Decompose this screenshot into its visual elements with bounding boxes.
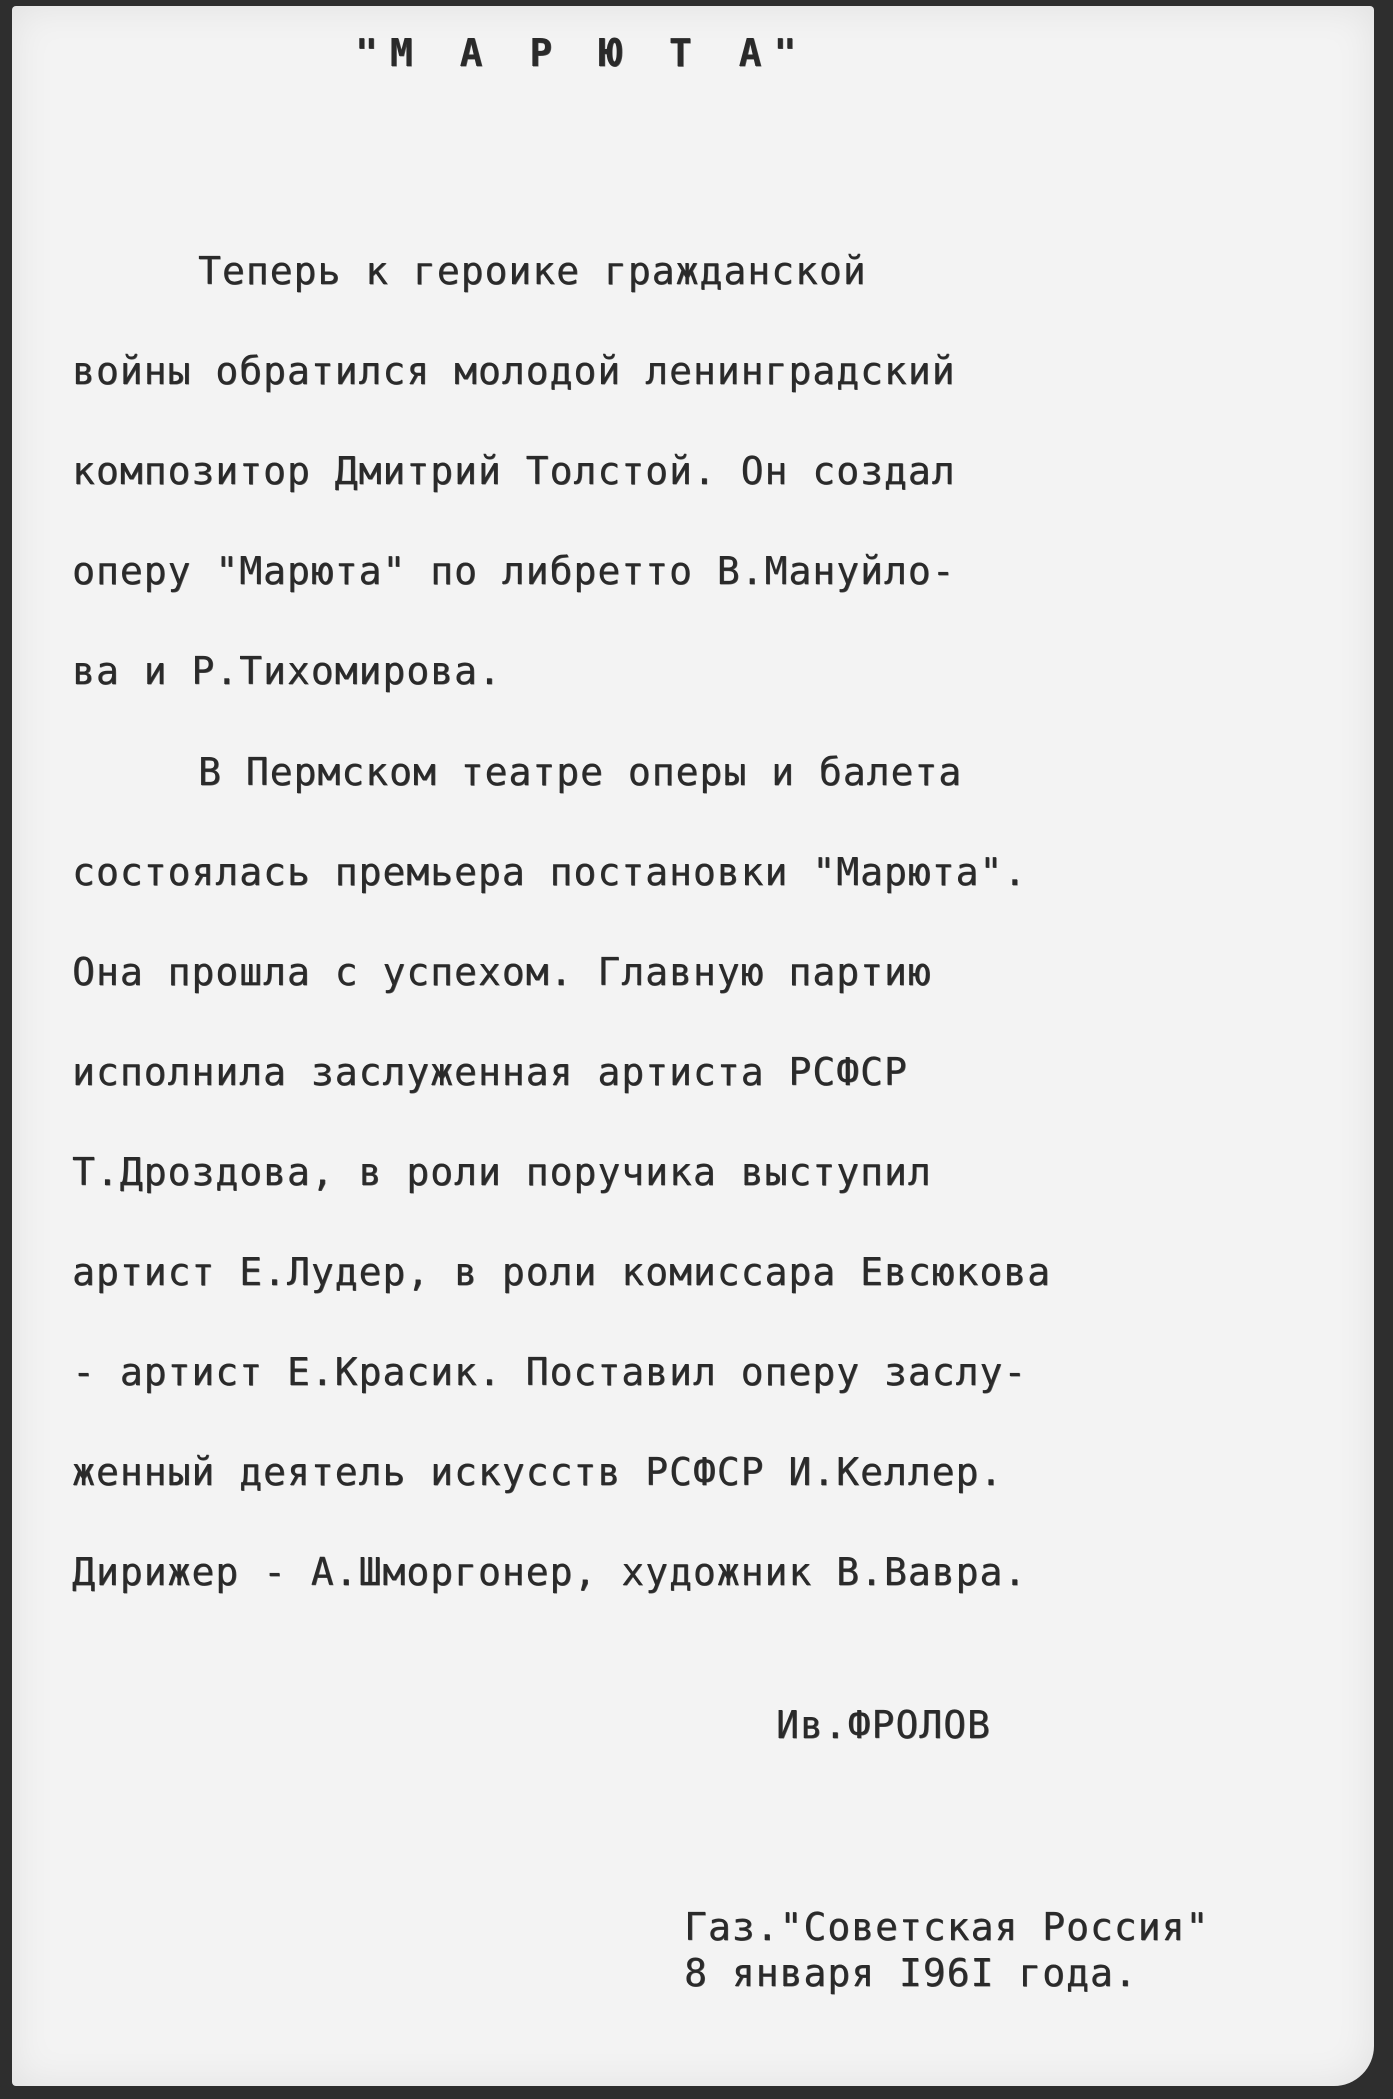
text-line: исполнила заслуженная артиста РСФСР <box>72 1050 908 1094</box>
text-line: В Пермском театре оперы и балета <box>198 750 963 794</box>
source-newspaper: Газ."Советская Россия" <box>684 1905 1210 1949</box>
source-date: 8 января I96I года. <box>684 1951 1138 1995</box>
text-line: Теперь к героике гражданской <box>198 249 867 293</box>
text-line: композитор Дмитрий Толстой. Он создал <box>72 449 956 493</box>
author-signature: Ив.ФРОЛОВ <box>776 1703 991 1747</box>
document-title: "М А Р Ю Т А" <box>355 31 809 75</box>
text-line: - артист Е.Красик. Поставил оперу заслу- <box>72 1350 1028 1394</box>
text-line: женный деятель искусств РСФСР И.Келлер. <box>72 1450 1004 1494</box>
text-line: Дирижер - А.Шморгонер, художник В.Вавра. <box>72 1550 1028 1594</box>
text-line: состоялась премьера постановки "Марюта". <box>72 850 1028 894</box>
text-line: артист Е.Лудер, в роли комиссара Евсюкова <box>72 1250 1051 1294</box>
text-line: ва и Р.Тихомирова. <box>72 649 502 693</box>
text-line: оперу "Марюта" по либретто В.Мануйло- <box>72 549 956 593</box>
text-line: Она прошла с успехом. Главную партию <box>72 950 932 994</box>
document-sheet <box>12 6 1374 2086</box>
text-line: Т.Дроздова, в роли поручика выступил <box>72 1150 932 1194</box>
text-line: войны обратился молодой ленинградский <box>72 349 956 393</box>
